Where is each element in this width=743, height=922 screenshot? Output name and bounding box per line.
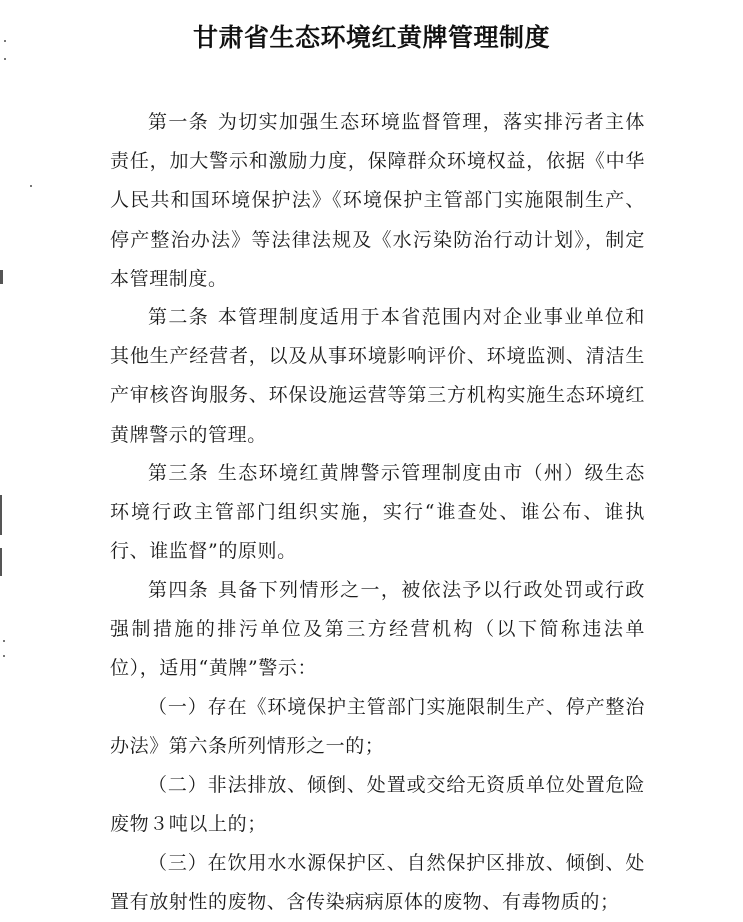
article-1-text: 为切实加强生态环境监督管理，落实排污者主体责任，加大警示和激励力度，保障群众环境权益，依据《中华人民共和国环境保护法》《环境保护主管部门实施限制生产、停产整治办法》等法律法规及《水污染防治行动计划》，制定本管理制度。	[110, 111, 645, 290]
document-title: 甘肃省生态环境红黄牌管理制度	[192, 23, 550, 52]
article-3-text: 生态环境红黄牌警示管理制度由市（州）级生态环境行政主管部门组织实施，实行“谁查处、谁公布、谁执行、谁监督”的原则。	[110, 462, 645, 563]
article-1-label: 第一条	[148, 111, 210, 133]
article-3-label: 第三条	[148, 462, 210, 484]
scan-artifact	[0, 270, 3, 284]
scan-artifact	[4, 58, 6, 60]
article-4	[110, 571, 645, 689]
list-item-1: （一）存在《环境保护主管部门实施限制生产、停产整治办法》第六条所列情形之一的；	[110, 696, 645, 758]
scan-artifact	[0, 495, 2, 535]
scan-artifact	[4, 40, 6, 42]
article-2-text: 本管理制度适用于本省范围内对企业事业单位和其他生产经营者，以及从事环境影响评价、环境监测、清洁生产审核咨询服务、环保设施运营等第三方机构实施生态环境红黄牌警示的管理。	[110, 306, 645, 446]
list-item-3: （三）在饮用水水源保护区、自然保护区排放、倾倒、处置有放射性的废物、含传染病病原体的废物、有毒物质的；	[110, 852, 645, 914]
scan-artifact	[30, 185, 32, 187]
article-2-label: 第二条	[148, 306, 210, 328]
scan-artifact	[3, 655, 5, 657]
article-4-text: 具备下列情形之一，被依法予以行政处罚或行政强制措施的排污单位及第三方经营机构（以下简称违法单位），适用“黄牌”警示：	[110, 579, 645, 680]
scan-artifact	[0, 548, 2, 576]
article-3	[110, 454, 645, 572]
list-item-2: （二）非法排放、倾倒、处置或交给无资质单位处置危险废物３吨以上的；	[110, 774, 645, 836]
article-2	[110, 298, 645, 455]
article-1	[110, 103, 645, 299]
article-4-label: 第四条	[148, 579, 210, 601]
scan-artifact	[3, 640, 5, 642]
